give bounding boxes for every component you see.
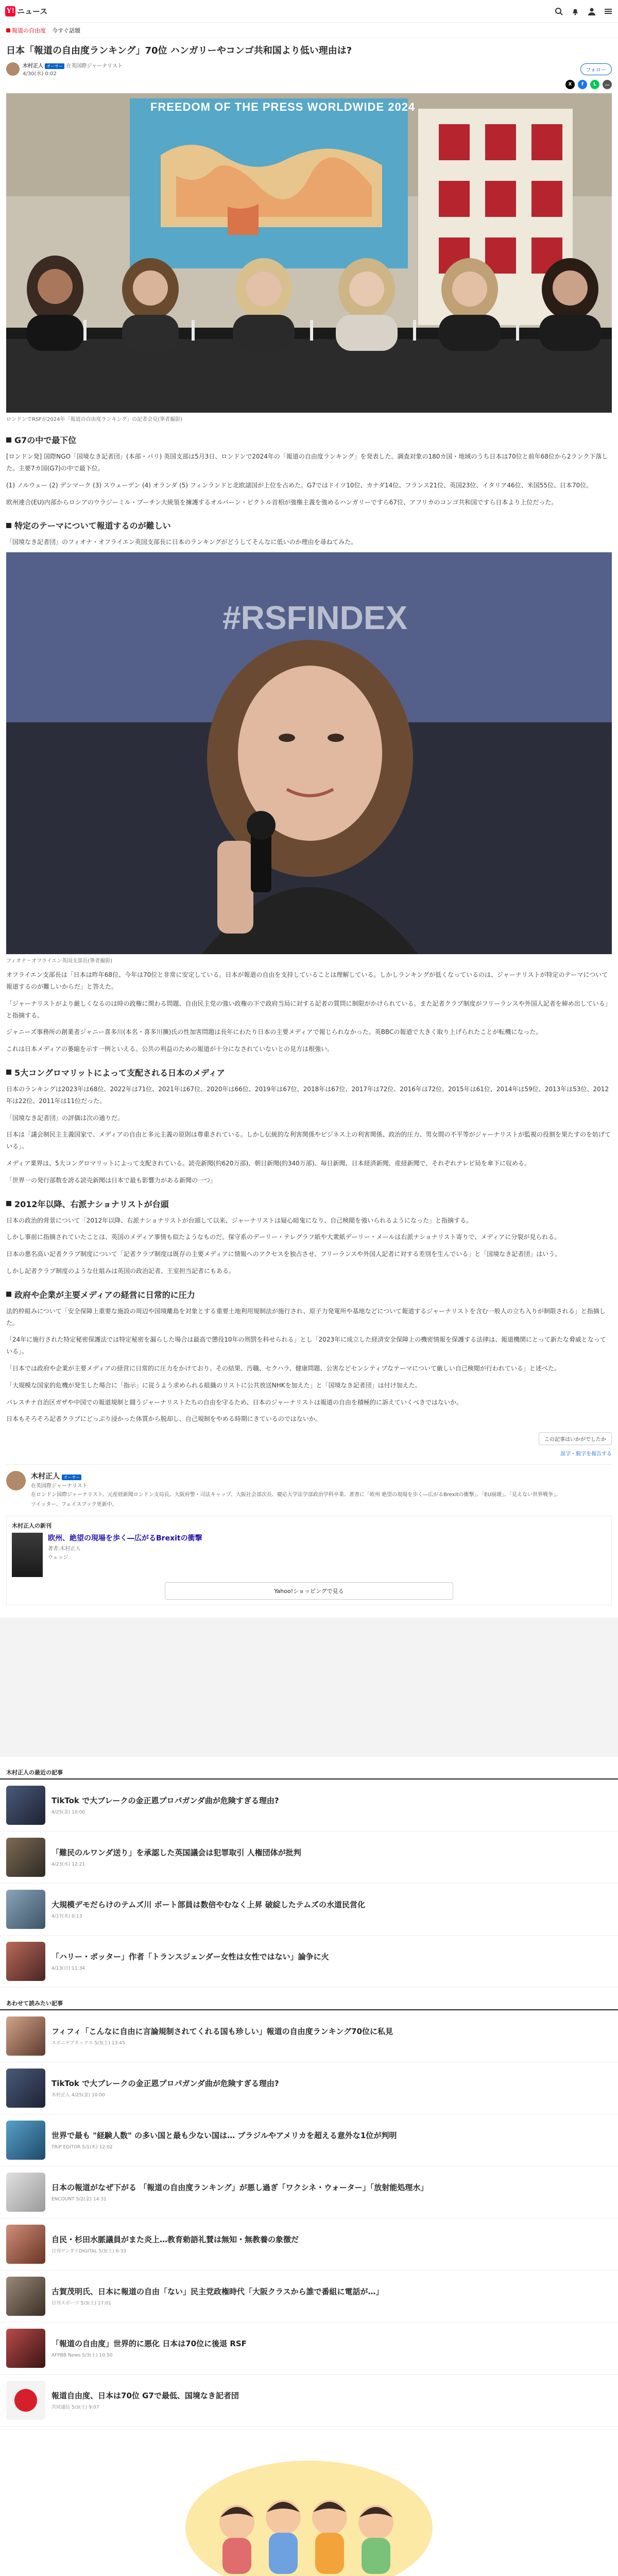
list-item[interactable] (0, 1884, 618, 1936)
thumbnail (6, 2069, 45, 2108)
line-share-icon[interactable]: L (590, 80, 599, 89)
latest-heading: 木村正人の最近の記事 (0, 1768, 618, 1780)
paragraph: 「世界一の発行部数を誇る読売新聞は日本で最も影響力がある新聞の一つ」 (6, 1176, 217, 1184)
search-icon[interactable] (554, 7, 563, 16)
site-logo[interactable] (5, 6, 47, 16)
author-box-bio: 在ロンドン国際ジャーナリスト。元産経新聞ロンドン支局長。大阪府警・司法キャップ、大阪社会部次長、慶応大学法学部政治学科卒業、著書に「欧州 絶望の現場を歩く―広がるBrexitの衝撃」、「EU崩壊」、「見えない世界戦争」。 (31, 1492, 561, 1498)
article-title: 日本「報道の自由度ランキング」70位 ハンガリーやコンゴ共和国より低い理由は? (6, 45, 352, 56)
paragraph: 日本は「議会制民主主義国家で、メディアの自由と多元主義の原則は尊重されている。しかし伝統的な利害関係やビジネス上の利害関係、政治的圧力、男女間の不平等がジャーナリストが監視の役割を果たすのを妨げている」。 (6, 1131, 611, 1150)
section-heading-5: 政府や企業が主要メディアの経営に日常的に圧力 (6, 1289, 612, 1300)
paragraph: これは日本メディアの萎縮を示す一例といえる。公共の利益のための報道が十分になされていないとの見方は根強い。 (6, 1045, 334, 1053)
item-title: 報道自由度、日本は70位 G7で最低、国境なき記者団 (52, 2391, 239, 2401)
thumbnail (6, 1838, 45, 1877)
item-meta: TRiP EDiTOR 5/1(木) 12:02 (52, 2144, 113, 2150)
list-item[interactable] (0, 2062, 618, 2114)
rsf-banner: #RSFINDEX (222, 599, 408, 637)
latest-articles (0, 1768, 618, 1988)
thumbnail (6, 2225, 45, 2264)
paragraph: 欧州連合(EU)内部からロシアのウラジーミル・プーチン大統領を擁護するオルバーン・ビクトル首相が強権主義を強めるハンガリーですら67位、アフリカのコンゴ共和国ですら日本より上位だった。 (6, 498, 558, 506)
author-box-role: 在英国際ジャーナリスト (31, 1483, 88, 1489)
paragraph: 「国境なき記者団」のフィオナ・オフライエン英国支部長に日本のランキングがどうしてそんなに低いのか理由を尋ねてみた。 (6, 538, 357, 546)
user-icon[interactable] (587, 7, 596, 16)
ad-space (0, 1618, 618, 1757)
author-title: 在英国際ジャーナリスト (66, 63, 123, 70)
recommended-heading: あわせて読みたい記事 (0, 1999, 618, 2010)
item-meta: AFPBB News 5/3(土) 10:50 (52, 2352, 113, 2358)
topic-nav (0, 23, 618, 38)
thumbnail (6, 2329, 45, 2368)
item-meta: 木村正人 4/25(金) 10:00 (52, 2092, 105, 2098)
menu-icon[interactable] (604, 7, 613, 16)
paragraph: 日本の政治的背景について「2012年以降、右派ナショナリストが台頭して以来、ジャーナリストは疑心暗鬼になり、自己検閲を強いられるようになった」と指摘する。 (6, 1216, 473, 1224)
paragraph: 法的枠組みについて「安全保障上重要な施設の周辺や国境離島を対象とする重要土地利用規制法が施行され、原子力発電所や基地などについて報道するジャーナリストを含む一般人の立ち入りが制限される」と指摘した。 (6, 1307, 606, 1327)
item-meta: 日刊スポーツ 5/3(土) 17:01 (52, 2300, 111, 2306)
item-meta: ENCOUNT 5/2(金) 14:31 (52, 2196, 107, 2202)
paragraph: メディア業界は、5大コングロマリットによって支配されている。読売新聞(約620万部)、朝日新聞(約340万部)、毎日新聞、日本経済新聞、産経新聞で、それぞれテレビ局を傘下に収める。 (6, 1159, 531, 1167)
item-title: 古賀茂明氏、日本に報道の自由「ない」民主党政権時代「大阪クラスから誰で番組に電話が…」 (52, 2287, 384, 2297)
item-title: 世界で最も "経験人数" の多い国と最も少ない国は… ブラジルやアメリカを超える意外な1位が判明 (52, 2131, 397, 2141)
list-item[interactable] (0, 2323, 618, 2375)
list-item[interactable] (0, 2166, 618, 2218)
topic-link-hot[interactable]: 報道の自由度 (6, 26, 46, 35)
item-meta: 4/25(金) 10:00 (52, 1809, 85, 1815)
item-meta: 4/23(水) 12:21 (52, 1861, 85, 1867)
book-author: 著者:木村正人 (48, 1546, 81, 1552)
feedback-button[interactable]: この記事はいかがでしたか (539, 1432, 612, 1445)
section-heading-1: G7の中で最下位 (6, 434, 612, 446)
paragraph: 「国境なき記者団」の評価は次の通りだ。 (6, 1114, 124, 1122)
top-bar (0, 0, 618, 23)
byline (6, 61, 612, 77)
author-box-bio2: ツイッター、フェイスブック更新中。 (31, 1502, 117, 1508)
photo2-caption: フィオナ・オフライエン英国支部長(筆者撮影) (6, 958, 113, 964)
paragraph: 日本もそろそろ記者クラブにどっぷり浸かった体質から脱却し、自己規制をやめる時期にきているのではないか。 (6, 1415, 321, 1423)
section-heading-2: 特定のテーマについて報道するのが難しい (6, 519, 612, 531)
item-meta: 共同通信 5/3(土) 9:07 (52, 2404, 99, 2410)
list-item[interactable] (0, 1832, 618, 1884)
paragraph: しかし記者クラブ制度のような仕組みは英国の政治記者、王室担当記者にもある。 (6, 1267, 235, 1275)
paragraph: [ロンドン発] 国際NGO「国境なき記者団」(本部・パリ) 英国支部は5月3日、ロンドンで2024年の「報道の自由度ランキング」を発表した。調査対象の180カ国・地域のうち日本は70位と前年68位から2ランク下落した。主要7カ国(G7)の中で最下位。 (6, 453, 608, 472)
thumbnail (6, 2277, 45, 2316)
author-box (6, 1464, 612, 1509)
book-publisher: ウェッジ (48, 1555, 68, 1561)
item-title: TikTok で大ブレークの金正恩プロパガンダ曲が危険すぎる理由? (52, 2079, 279, 2089)
item-title: 「報道の自由度」世界的に悪化 日本は70位に後退 RSF (52, 2339, 247, 2349)
paragraph: 「24年に施行された特定秘密保護法では特定秘密を漏らした場合は最高で懲役10年の刑罰を科せられる」とし「2023年に成立した経済安全保障上の機密情報を保護する法律は、報道機関にとって新たな脅威となっている」。 (6, 1336, 606, 1355)
book-title[interactable]: 欧州、絶望の現場を歩く―広がるBrexitの衝撃 (48, 1534, 202, 1543)
bell-icon[interactable] (571, 7, 580, 16)
list-item[interactable] (0, 2114, 618, 2166)
item-title: TikTok で大ブレークの金正恩プロパガンダ曲が危険すぎる理由? (52, 1796, 279, 1806)
author-name[interactable]: 木村正人 (23, 63, 43, 70)
paragraph: 日本のランキングは2023年は68位、2022年は71位、2021年は67位、2020年は66位、2019年は67位、2018年は67位、2017年は72位、2016年は72位、2015年は61位、2014年は59位、2013年は53位、2012年は22位、2011年は11位だった。 (6, 1085, 609, 1105)
thumbnail (6, 1942, 45, 1981)
facebook-share-icon[interactable]: f (578, 80, 587, 89)
list-item[interactable] (0, 1780, 618, 1832)
article (0, 44, 618, 1605)
promo-illustration[interactable] (0, 2440, 618, 2576)
paragraph: オフライエン支部長は「日本は昨年68位、今年は70位と非常に安定している。日本が報道の自由を支持していることは理解している。しかしランキングが低くなっているのは、ジャーナリストが特定のテーマについて報道するのが難しいからだ」と答えた。 (6, 971, 608, 990)
thumbnail (6, 2381, 45, 2420)
article-date: 4/30(水) 0:02 (23, 71, 57, 77)
share-buttons (6, 80, 612, 89)
thumbnail (6, 2121, 45, 2160)
list-item[interactable] (0, 2010, 618, 2062)
thumbnail (6, 1890, 45, 1929)
item-title: 「ハリー・ポッター」作者「トランスジェンダー女性は女性ではない」論争に火 (52, 1952, 329, 1962)
item-title: 自民・杉田水脈議員がまた炎上…教育勅語礼賛は無知・無教養の象徴だ (52, 2235, 299, 2245)
author-badge: オーサー (45, 63, 64, 69)
x-share-icon[interactable]: X (565, 80, 575, 89)
paragraph: しかし事前に指摘されていたことは、英国のメディア事情も似たようなものだ。保守系のデーリー・テレグラフ紙や大衆紙デーリー・メールは右派ナショナリスト寄りで、メディアに分裂が見られる。 (6, 1233, 561, 1241)
item-meta: 日刊ゲンダイDIGITAL 5/3(土) 6:33 (52, 2248, 126, 2254)
book-box (6, 1516, 612, 1605)
recommended-articles (0, 1999, 618, 2427)
report-typo-link[interactable]: 誤字・脱字を報告する (560, 1451, 612, 1458)
more-share-icon[interactable]: … (603, 80, 612, 89)
author-box-name[interactable]: 木村正人 (31, 1472, 60, 1481)
list-item[interactable] (0, 2375, 618, 2427)
book-cover[interactable] (12, 1533, 43, 1577)
book-heading: 木村正人の新刊 (12, 1522, 52, 1530)
header-icons (554, 7, 613, 16)
item-title: フィフィ「こんなに自由に言論規制されてくれる国も珍しい」報道の自由度ランキング70位に私見 (52, 2027, 393, 2037)
list-item[interactable] (0, 2270, 618, 2323)
item-title: 「難民のルワンダ送り」を承認した英国議会は犯罪取引 人権団体が批判 (52, 1848, 301, 1858)
item-title: 大規模デモだらけのテムズ川 ボート部員は数倍やむなく上昇 破綻したテムズの水道民営化 (52, 1900, 365, 1910)
paragraph: (1) ノルウェー (2) デンマーク (3) スウェーデン (4) オランダ (5) フィンランドと北欧諸国が上位を占めた。G7ではドイツ10位、カナダ14位、フランス21位、英国23位、イタリア46位、米国55位、日本70位。 (6, 481, 593, 489)
author-avatar[interactable] (6, 62, 20, 76)
follow-button[interactable]: フォロー (580, 63, 612, 75)
topic-link-trending[interactable]: 今すぐ話題 (52, 27, 80, 34)
paragraph: 「大規模な国家的危機が発生した場合に「指示」に従うよう求められる組織のリストに公共放送NHKを加えた」と「国境なき記者団」は付け加えた。 (6, 1381, 421, 1389)
paragraph: 日本の悪名高い記者クラブ制度について「記者クラブ制度は既存の主要メディアに情報へのアクセスを独占させ、フリーランスや外国人記者に対する差別を生んでいる」と「国境なき記者団」はいう。 (6, 1250, 561, 1258)
speaker-photo (6, 552, 612, 954)
shopping-button[interactable]: Yahoo!ショッピングで見る (165, 1582, 453, 1600)
list-item[interactable] (0, 2218, 618, 2270)
thumbnail (6, 2173, 45, 2212)
item-meta: 4/13(日) 11:34 (52, 1965, 85, 1971)
thumbnail (6, 2016, 45, 2056)
thumbnail (6, 1786, 45, 1825)
list-item[interactable] (0, 1936, 618, 1988)
press-banner: FREEDOM OF THE PRESS WORLDWIDE 2024 (150, 100, 416, 114)
item-meta: 4/17(木) 0:13 (52, 1913, 82, 1919)
paragraph: ジャニーズ事務所の創業者ジャニー喜多川(本名・喜多川擴)氏の性加害問題は長年にわたり日本の主要メディアで報じられなかった。英BBCの報道で大きく取り上げられたことが転機になった。 (6, 1028, 542, 1036)
section-heading-4: 2012年以降、右派ナショナリストが台頭 (6, 1198, 612, 1210)
logo-mark: Y! (5, 6, 15, 16)
paragraph: 「日本では政府や企業が主要メディアの経営に日常的に圧力をかけており、その結果、汚職、セクハラ、健康問題、公害などセンシティブなテーマについて厳しい自己検閲が行われている」と述べた。 (6, 1364, 560, 1372)
section-heading-3: 5大コングロマリットによって支配される日本のメディア (6, 1066, 612, 1078)
item-meta: スポニチアネックス 5/3(土) 13:45 (52, 2040, 125, 2046)
logo-text: ニュース (17, 7, 48, 16)
author-box-badge: オーサー (62, 1475, 81, 1480)
press-conference-photo (6, 93, 612, 413)
paragraph: 「ジャーナリストがより厳しくなるのは時の政権に関わる問題、自由民主党の強い政権の下で政府当局に対する記者の質問に制限がかけられている。また記者クラブ制度がフリーランスや外国人記者を締め出している」と指摘する。 (6, 999, 611, 1019)
photo1-caption: ロンドンでRSFが2024年「報道の自由度ランキング」の記者会見(筆者撮影) (6, 417, 182, 423)
author-box-avatar[interactable] (6, 1471, 26, 1490)
paragraph: パレスチナ自治区ガザや中国での報道規制と闘うジャーナリストたちの自由を守るため、日本のジャーナリストは報道の自由を積極的に訴えていくべきではないか。 (6, 1398, 462, 1406)
item-title: 日本の報道がなぜ下がる 「報道の自由度ランキング」が悪し過ぎ「ワクシネ・ウォーター」「放射能処理水」 (52, 2183, 428, 2193)
feedback-row (6, 1432, 612, 1445)
